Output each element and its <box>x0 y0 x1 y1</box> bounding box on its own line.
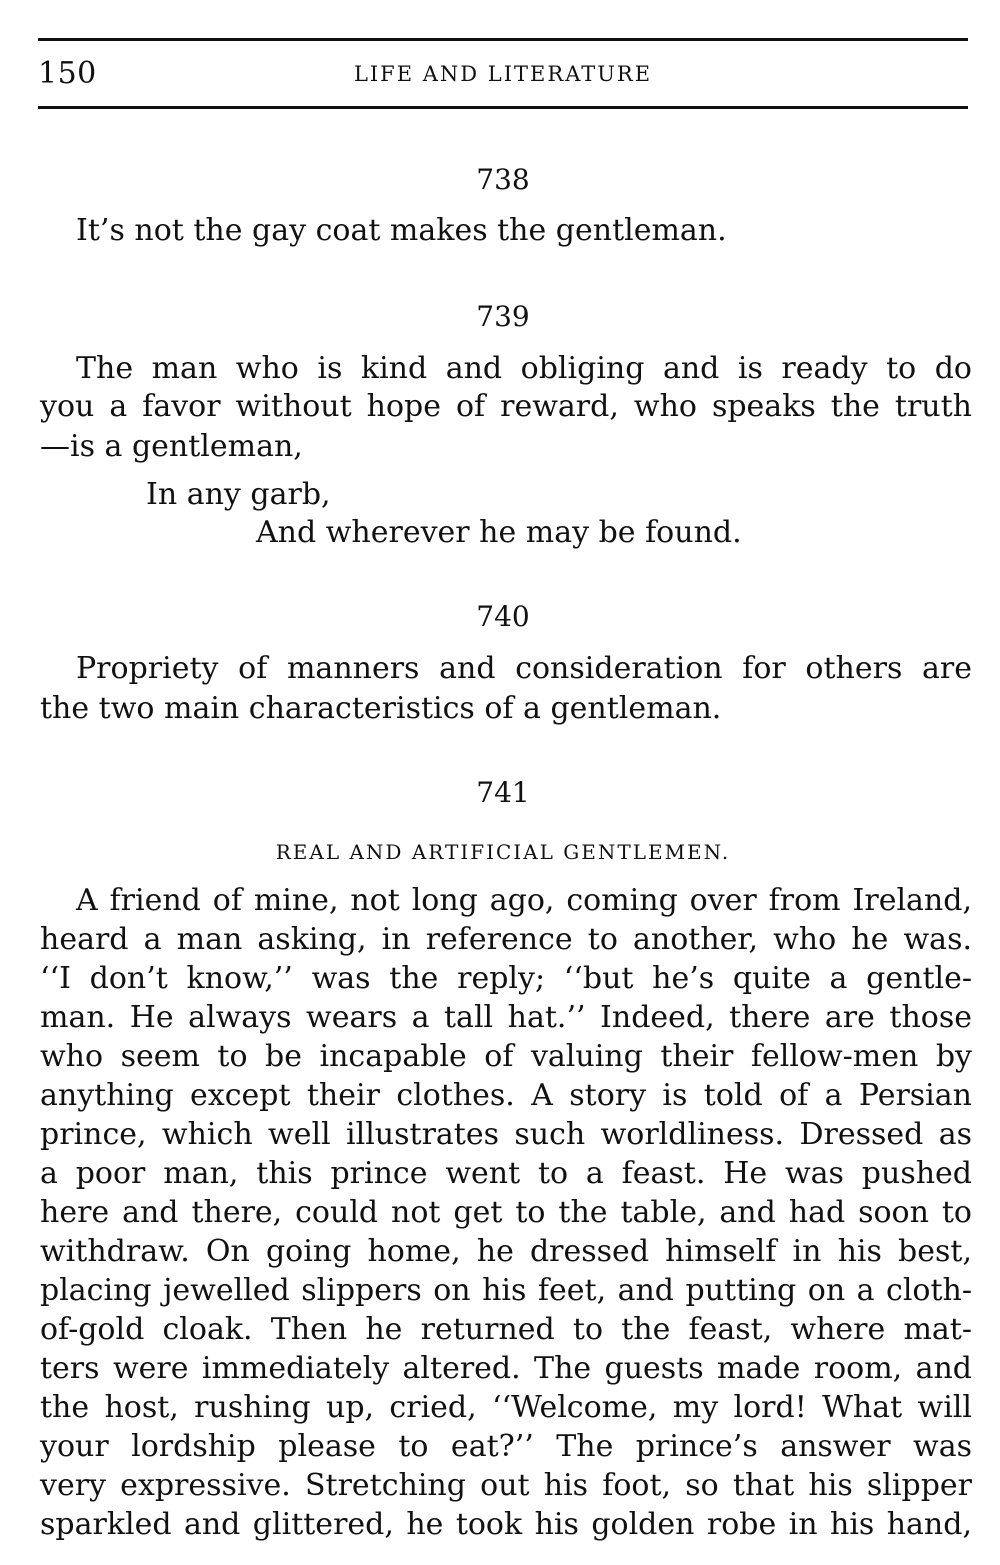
entry-738-line-1: It’s not the gay coat makes the gentleman. <box>76 213 727 248</box>
entry-739-line-3: —is a gentleman, <box>40 429 303 464</box>
entry-739-line-1: The man who is kind and obliging and is ready to do <box>76 351 972 386</box>
entry-741-line-17: sparkled and glittered, he took his golden robe in his hand, <box>40 1507 972 1542</box>
section-heading: REAL AND ARTIFICIAL GENTLEMEN. <box>275 840 731 864</box>
entry-741-line-3: ‘‘I don’t know,’’ was the reply; ‘‘but he’s quite a gentle- <box>40 961 972 996</box>
entry-739-line-2: you a favor without hope of reward, who speaks the truth <box>40 389 972 424</box>
entry-741-line-14: the host, rushing up, cried, ‘‘Welcome, my lord! What will <box>40 1390 972 1425</box>
entry-739-verse-2: And wherever he may be found. <box>256 515 742 550</box>
entry-741-line-1: A friend of mine, not long ago, coming over from Ireland, <box>76 883 972 918</box>
header-bottom-rule <box>38 106 968 109</box>
entry-741-line-4: man. He always wears a tall hat.’’ Indeed, there are those <box>40 1000 972 1035</box>
entry-741-line-2: heard a man asking, in reference to another, who he was. <box>40 922 972 957</box>
page-number: 150 <box>38 56 97 91</box>
entry-740-line-2: the two main characteristics of a gentleman. <box>40 691 722 726</box>
entry-741-line-16: very expressive. Stretching out his foot, so that his slipper <box>40 1468 972 1503</box>
entry-741-line-7: prince, which well illustrates such worldliness. Dressed as <box>40 1117 972 1152</box>
entry-741-line-10: withdraw. On going home, he dressed himself in his best, <box>40 1234 972 1269</box>
entry-number-740: 740 <box>476 600 530 633</box>
entry-number-738: 738 <box>476 163 530 196</box>
entry-number-741: 741 <box>476 776 530 809</box>
entry-741-line-13: ters were immediately altered. The guests made room, and <box>40 1351 972 1386</box>
running-title: LIFE AND LITERATURE <box>353 62 653 86</box>
entry-740-line-1: Propriety of manners and consideration for others are <box>76 651 972 686</box>
entry-739-verse-1: In any garb, <box>146 477 331 512</box>
entry-741-line-6: anything except their clothes. A story is told of a Persian <box>40 1078 972 1113</box>
entry-741-line-8: a poor man, this prince went to a feast. He was pushed <box>40 1156 972 1191</box>
entry-number-739: 739 <box>476 300 530 333</box>
header-top-rule <box>38 38 968 41</box>
entry-741-line-5: who seem to be incapable of valuing their fellow-men by <box>40 1039 972 1074</box>
entry-741-line-9: here and there, could not get to the table, and had soon to <box>40 1195 972 1230</box>
entry-741-line-15: your lordship please to eat?’’ The prince’s answer was <box>40 1429 972 1464</box>
entry-741-line-12: of-gold cloak. Then he returned to the feast, where mat- <box>40 1312 972 1347</box>
entry-741-line-11: placing jewelled slippers on his feet, and putting on a cloth- <box>40 1273 972 1308</box>
